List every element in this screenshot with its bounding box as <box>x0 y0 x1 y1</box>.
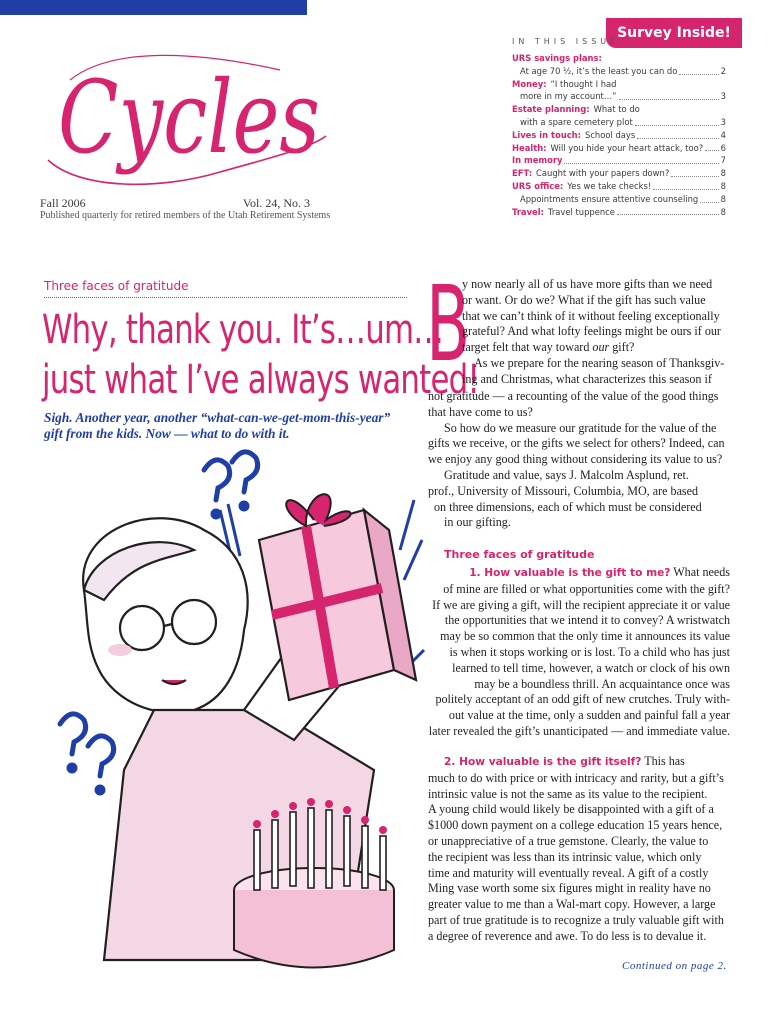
body-line: time and maturity will eventually reveal. A gift of a costly <box>428 865 709 880</box>
toc-entry-text: Appointments ensure attentive counseling <box>520 193 699 204</box>
toc-page-number: 3 <box>720 116 726 127</box>
toc-entry[interactable] <box>512 193 726 206</box>
body-line: the recipient was less than its intrinsic value, which only <box>428 849 702 864</box>
body-line: gifts we receive, or the gifts we select for others? Indeed, can <box>428 436 725 451</box>
issue-line <box>40 196 310 211</box>
body-line: not gratitude — a recounting of the value of the good things <box>428 389 719 403</box>
toc-entry-label: In memory <box>512 155 563 166</box>
toc-entry-text: What to do <box>593 104 640 115</box>
issue-season: Fall 2006 <box>40 196 86 210</box>
publication-note: Published quarterly for retired members of the Utah Retirement Systems <box>40 210 331 221</box>
toc-leader-dots <box>705 142 719 152</box>
toc-leader-dots <box>700 193 718 203</box>
body-line: that we can’t think of it without feeling exceptionally <box>462 308 720 323</box>
toc-page-number: 2 <box>720 65 726 76</box>
toc-entry-text: Will you hide your heart attack, too? <box>550 142 704 153</box>
toc-page-number: 7 <box>720 155 726 166</box>
body-line: may be a boundless thrill. An acquaintance once was <box>474 676 730 691</box>
toc-entry-label: Lives in touch: <box>512 129 581 140</box>
body-line: the opportunities that we intend it to convey? A wristwatch <box>444 613 730 628</box>
body-line: prof., University of Missouri, Columbia, MO, are based <box>428 483 699 498</box>
toc-entry[interactable] <box>512 116 726 129</box>
toc-leader-dots <box>619 90 719 100</box>
section-1 <box>428 565 730 740</box>
body-line: of mine are filled or what opportunities come with the gift? <box>443 581 730 596</box>
toc-entry[interactable] <box>512 65 726 78</box>
body-line: is when it stops working or is lost. To a child who has just <box>449 644 730 659</box>
toc-entry-label: URS office: <box>512 180 564 191</box>
body-line: a degree of reverence and awe. To do less is to devalue it. <box>428 928 707 943</box>
headline-line-1: Why, thank you. It’s…um… <box>42 307 444 353</box>
toc-page-number: 8 <box>720 206 726 217</box>
body-line: y now nearly all of us have more gifts than we need <box>462 277 713 291</box>
toc-entry-label: Money: <box>512 78 547 89</box>
toc-page-number: 6 <box>720 142 726 153</box>
toc-entry-text: At age 70 ½, it’s the least you can do <box>520 65 678 76</box>
toc-entry[interactable] <box>512 154 726 167</box>
toc-heading: IN THIS ISSUE <box>512 37 620 46</box>
toc-page-number: 8 <box>720 193 726 204</box>
toc-entry-label: Estate planning: <box>512 104 590 115</box>
body-line: later revealed the gift’s unanticipated — and immediate value. <box>428 723 730 738</box>
toc-entry[interactable] <box>512 206 726 219</box>
body-line: As we prepare for the nearing season of Thanksgiv- <box>474 355 725 370</box>
body-line: A young child would likely be disappointed with a gift of a <box>428 802 714 817</box>
body-line: $1000 down payment on a college education 15 years hence, <box>428 818 723 833</box>
body-line: learned to tell time, however, a watch or clock of his own <box>452 660 730 675</box>
toc-entry[interactable] <box>512 167 726 180</box>
headline-line-2: just what I’ve always wanted! <box>42 357 480 403</box>
toc-entry[interactable] <box>512 103 726 116</box>
table-of-contents <box>512 52 726 218</box>
section-2 <box>428 754 730 945</box>
body-line: in our gifting. <box>444 515 511 530</box>
toc-entry-text: Travel tuppence <box>547 206 615 217</box>
top-accent-bar <box>0 0 307 15</box>
body-line: out value at the time, only a sudden and painful fall a year <box>448 708 730 723</box>
toc-entry-text: Yes we take checks! <box>567 180 652 191</box>
body-line: that have come to us? <box>428 404 533 419</box>
body-line: politely acceptant of an odd gift of new crutches. Truly with- <box>435 692 730 707</box>
toc-entry[interactable] <box>512 180 726 193</box>
body-line: or unappreciative of a true gemstone. Clearly, the value to <box>428 833 709 848</box>
toc-entry-text: “I thought I had <box>550 78 617 89</box>
drop-cap: B <box>426 263 471 385</box>
toc-entry[interactable] <box>512 52 726 65</box>
toc-leader-dots <box>617 206 719 216</box>
article-deck: Sigh. Another year, another “what-can-we-get-mom-this-year” gift from the kids. Now — what to do with it. <box>44 410 391 441</box>
toc-entry-label: Health: <box>512 142 547 153</box>
body-line: If we are giving a gift, will the recipient appreciate it or value <box>432 597 730 612</box>
body-line: So how do we measure our gratitude for the value of the <box>444 420 717 435</box>
toc-leader-dots <box>635 116 719 126</box>
toc-entry[interactable] <box>512 78 726 91</box>
toc-entry-label: URS savings plans: <box>512 53 602 63</box>
body-line: much to do with price or with intricacy and rarity, but a gift’s <box>428 770 724 785</box>
body-line: or want. Or do we? What if the gift has such value <box>462 292 706 307</box>
toc-page-number: 8 <box>720 180 726 191</box>
intro-paragraph-wrapped <box>462 277 730 388</box>
toc-leader-dots <box>637 129 718 139</box>
issue-volume: Vol. 24, No. 3 <box>242 196 310 210</box>
toc-entry[interactable] <box>512 90 726 103</box>
toc-page-number: 4 <box>720 129 726 140</box>
toc-entry-label: Travel: <box>512 206 544 217</box>
toc-entry[interactable] <box>512 129 726 142</box>
body-line: intrinsic value is not the same as its value to the recipient. <box>428 786 708 801</box>
section-2-first-line <box>428 754 730 771</box>
body-line: greater value to me than a Wal-mart copy. However, a large <box>428 897 716 912</box>
section-2-lead: 2. How valuable is the gift itself? <box>444 756 642 768</box>
article-kicker: Three faces of gratitude <box>44 279 189 293</box>
section-1-first-line <box>428 565 730 582</box>
body-line: ing and Christmas, what characterizes this season if <box>462 371 712 386</box>
toc-leader-dots <box>653 180 718 190</box>
toc-leader-dots <box>564 154 718 164</box>
body-line: we enjoy any good thing without considering its value to us? <box>428 452 723 467</box>
section-subhead: Three faces of gratitude <box>444 548 595 561</box>
gift-box-icon <box>259 494 416 700</box>
toc-entry-text: with a spare cemetery plot <box>520 116 633 127</box>
kicker-divider <box>44 297 407 298</box>
toc-entry-text: School days <box>585 129 636 140</box>
body-line: Ming vase worth some six figures might in reality have no <box>428 881 711 896</box>
section-1-first-text: What needs <box>670 565 730 579</box>
toc-leader-dots <box>671 167 718 177</box>
toc-entry[interactable] <box>512 142 726 155</box>
article-headline <box>42 305 480 405</box>
toc-leader-dots <box>679 65 718 75</box>
body-line: target felt that way toward our gift? <box>462 340 635 355</box>
logo-wordmark: Cycles <box>58 59 320 176</box>
toc-page-number: 3 <box>720 91 726 102</box>
cycles-logo <box>40 40 330 200</box>
section-2-first-text: This has <box>641 754 685 768</box>
body-line: grateful? And what lofty feelings might be ours if our <box>462 324 721 339</box>
toc-entry-text: Caught with your papers down? <box>536 168 670 179</box>
continued-note[interactable]: Continued on page 2. <box>622 960 727 972</box>
toc-page-number: 8 <box>720 168 726 179</box>
toc-entry-text: more in my account…” <box>520 91 617 102</box>
intro-paragraphs <box>428 389 730 531</box>
body-line: may be so common that the only time it announces its value <box>440 629 730 644</box>
gift-woman-illustration <box>44 440 424 1000</box>
body-line: Gratitude and value, says J. Malcolm Asplund, ret. <box>444 467 689 482</box>
body-line: on three dimensions, each of which must be considered <box>434 499 702 514</box>
body-line: part of true gratitude is to recognize a truly valuable gift with <box>428 912 724 927</box>
survey-inside-banner[interactable]: Survey Inside! <box>606 18 742 48</box>
birthday-cake-icon <box>234 798 394 968</box>
section-1-lead: 1. How valuable is the gift to me? <box>469 567 671 579</box>
toc-entry-label: EFT: <box>512 168 533 179</box>
